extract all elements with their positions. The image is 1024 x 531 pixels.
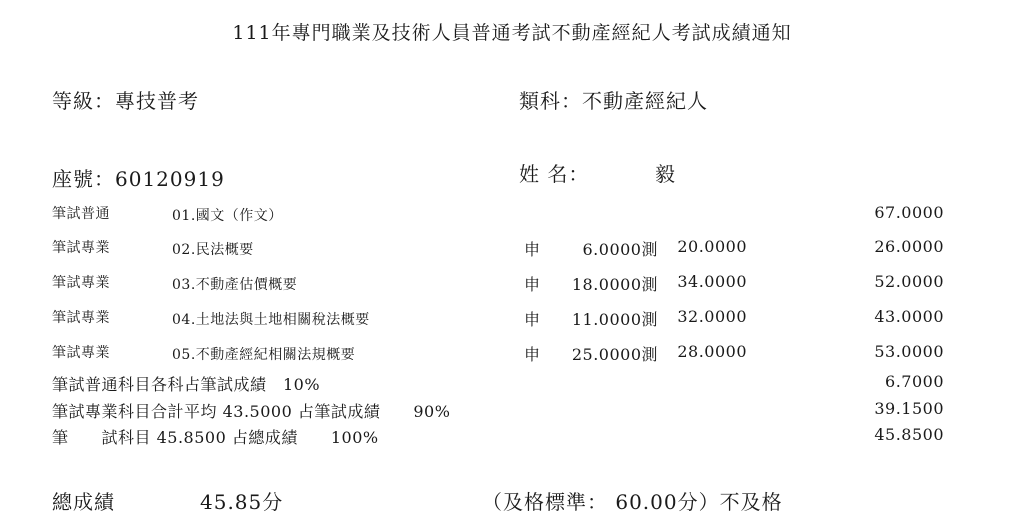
total-score-label: 總成績: [52, 490, 115, 514]
seat-number: 座號：60120919: [52, 167, 225, 191]
exam-category: 類科：不動產經紀人: [519, 89, 708, 113]
subject-name: 04.土地法與土地相關稅法概要: [172, 312, 370, 328]
name-label: 姓 名：: [519, 162, 590, 186]
pass-standard: （及格標準： 60.00分）不及格: [482, 490, 783, 514]
subject-type: 筆試專業: [52, 240, 110, 256]
ce-score: 20.0000: [677, 237, 747, 256]
summary-value: 39.1500: [874, 399, 944, 418]
subject-type: 筆試專業: [52, 345, 110, 361]
exam-level: 等級：專技普考: [52, 89, 199, 113]
subject-type: 筆試專業: [52, 310, 110, 326]
subject-total: 52.0000: [874, 272, 944, 291]
summary-text: 筆試專業科目合計平均 43.5000 占筆試成績 90%: [52, 402, 451, 421]
shen-mark: 申: [524, 310, 541, 329]
summary-text: 筆試普通科目各科占筆試成績 10%: [52, 375, 321, 394]
notice-title: 111年專門職業及技術人員普通考試不動產經紀人考試成績通知: [232, 22, 792, 44]
shen-mark: 申: [524, 240, 541, 259]
summary-text: 筆 試科目 45.8500 占總成績 100%: [52, 428, 379, 447]
ce-score: 32.0000: [677, 307, 747, 326]
name-value: 毅: [655, 162, 676, 186]
ce-score: 34.0000: [677, 272, 747, 291]
shen-score: 11.0000測: [571, 310, 658, 329]
subject-total: 67.0000: [874, 203, 944, 222]
total-score-value: 45.85分: [200, 490, 284, 514]
subject-name: 03.不動產估價概要: [172, 277, 298, 293]
subject-total: 43.0000: [874, 307, 944, 326]
subject-name: 05.不動產經紀相關法規概要: [172, 347, 356, 363]
shen-score: 25.0000測: [571, 345, 658, 364]
subject-name: 02.民法概要: [172, 242, 254, 258]
subject-name: 01.國文（作文）: [172, 208, 283, 224]
shen-mark: 申: [524, 275, 541, 294]
shen-mark: 申: [524, 345, 541, 364]
summary-value: 45.8500: [874, 425, 944, 444]
shen-score: 18.0000測: [571, 275, 658, 294]
ce-score: 28.0000: [677, 342, 747, 361]
subject-type: 筆試普通: [52, 206, 110, 222]
subject-type: 筆試專業: [52, 275, 110, 291]
subject-total: 53.0000: [874, 342, 944, 361]
shen-score: 6.0000測: [582, 240, 658, 259]
subject-total: 26.0000: [874, 237, 944, 256]
summary-value: 6.7000: [885, 372, 944, 391]
